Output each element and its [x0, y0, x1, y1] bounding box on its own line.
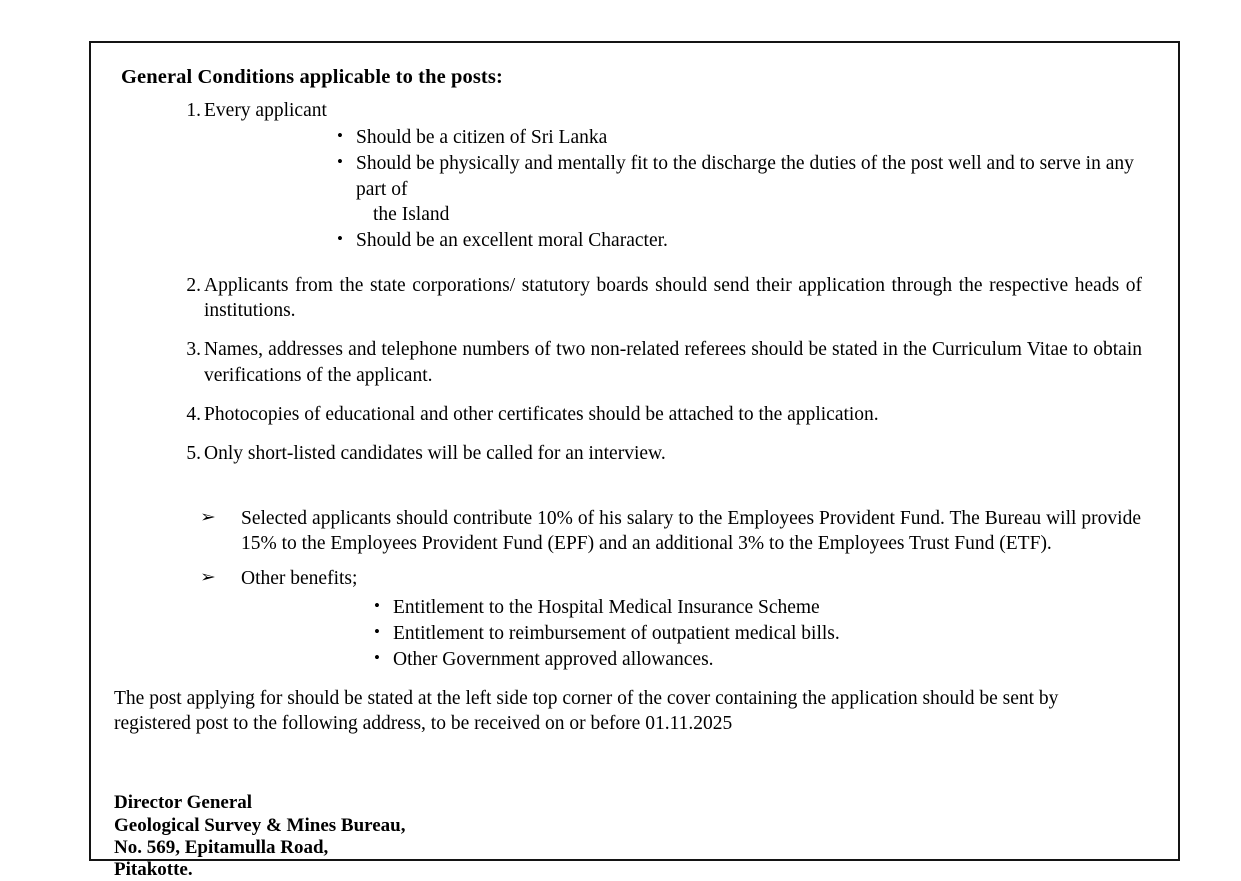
- requirement-text-continuation: the Island: [373, 203, 450, 225]
- other-benefits-label: Other benefits;: [241, 568, 358, 590]
- benefit-text: Entitlement to reimbursement of outpatient medical bills.: [393, 623, 840, 645]
- list-item-epf: [112, 506, 1142, 557]
- list-marker-2: 2.: [186, 274, 201, 296]
- organisation-name: Geological Survey & Mines Bureau,: [114, 814, 406, 836]
- signature-block: [114, 792, 1142, 880]
- requirement-text: Should be a citizen of Sri Lanka: [356, 126, 608, 148]
- list-marker-5: 5.: [186, 443, 201, 465]
- list-item-4: [112, 402, 1142, 427]
- list-item-2: [112, 273, 1142, 324]
- list-marker-3: 3.: [186, 339, 201, 361]
- list-item-1: [112, 98, 1142, 254]
- bullet-dot-icon: •: [337, 229, 343, 249]
- spacer: [112, 467, 1142, 506]
- bullet-dot-icon: •: [374, 648, 380, 668]
- closing-paragraph: The post applying for should be stated at the left side top corner of the cover containing the application should be sent by registered post to the following address, to be received on or before 01.11.2025: [114, 687, 1059, 735]
- benefit-text: Other Government approved allowances.: [393, 649, 714, 671]
- epf-contribution-text: Selected applicants should contribute 10% of his salary to the Employees Provident Fund. The Bureau will provide 15% to the Employees Provident Fund (EPF) and an additional 3% to the Employees Trust Fund (ETF).: [241, 507, 1141, 555]
- arrow-bullet-icon: ➢: [200, 506, 216, 526]
- list-item-4-text: Photocopies of educational and other certificates should be attached to the application.: [204, 404, 879, 426]
- spacer: [112, 427, 1142, 441]
- benefit-text: Entitlement to the Hospital Medical Insurance Scheme: [393, 596, 820, 618]
- list-item: [241, 595, 1142, 620]
- bullet-dot-icon: •: [374, 622, 380, 642]
- list-item: [204, 151, 1142, 227]
- list-item-other-benefits: [112, 566, 1142, 672]
- list-item-5-text: Only short-listed candidates will be called for an interview.: [204, 443, 666, 465]
- general-conditions-list: [112, 98, 1142, 467]
- spacer: [112, 323, 1142, 337]
- bullet-dot-icon: •: [374, 595, 380, 615]
- list-item: [204, 228, 1142, 253]
- list-item-3-text: Names, addresses and telephone numbers of two non-related referees should be stated in the Curriculum Vitae to obtain verifications of the applicant.: [204, 339, 1142, 386]
- applicant-requirements-list: [204, 125, 1142, 254]
- address-city: Pitakotte.: [114, 858, 193, 880]
- address-line: No. 569, Epitamulla Road,: [114, 836, 329, 858]
- requirement-text: Should be an excellent moral Character.: [356, 230, 668, 252]
- spacer: [112, 388, 1142, 402]
- list-marker-1: 1.: [186, 99, 201, 121]
- bullet-dot-icon: •: [337, 152, 343, 172]
- spacer: [112, 255, 1142, 273]
- arrow-bullet-icon: ➢: [200, 567, 216, 587]
- list-item-5: [112, 441, 1142, 466]
- list-item: [204, 125, 1142, 150]
- list-item-3: [112, 337, 1142, 388]
- notice-border-frame: [89, 41, 1180, 880]
- spacer: [112, 556, 1142, 566]
- page-title: General Conditions applicable to the posts:: [121, 66, 503, 88]
- notice-content: [91, 43, 1178, 880]
- list-marker-4: 4.: [186, 404, 201, 426]
- list-item-1-text: Every applicant: [204, 99, 327, 121]
- requirement-text: Should be physically and mentally fit to the discharge the duties of the post well and to serve in any part of: [356, 153, 1134, 200]
- bullet-dot-icon: •: [337, 125, 343, 145]
- other-benefits-list: [241, 595, 1142, 673]
- list-item-2-text: Applicants from the state corporations/ statutory boards should send their application through the respective heads of institutions.: [204, 274, 1142, 321]
- list-item: [241, 647, 1142, 672]
- list-item: [241, 621, 1142, 646]
- benefits-section-list: [112, 506, 1142, 673]
- signatory-title: Director General: [114, 792, 253, 814]
